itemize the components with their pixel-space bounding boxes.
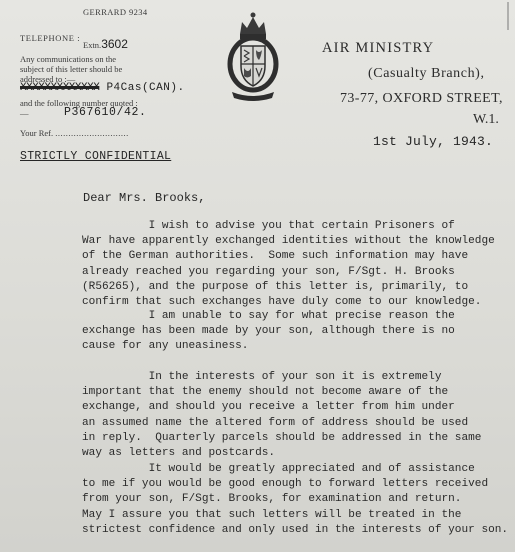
your-ref-line [20,128,129,138]
body-paragraph-3: In the interests of your son it is extremely important that the enemy should not become aware of the exchange, and should you receive a letter from him under an assumed name the altered form of address should be used in reply. Quarterly parcels should be addressed in the same way as letters and postcards. [82,371,482,460]
address-code: P4Cas(CAN). [106,82,185,94]
letter-date: 1st July, 1943. [373,134,494,149]
body-paragraph-4: It would be greatly appreciated and of assistance to me if you would be good enough to forward letters received from your son, F/Sgt. Brooks, for examination and return. May I assure you that such letters will be treated in the strictest confidence and only used in the interests of your son. [82,463,509,536]
salutation: Dear Mrs. Brooks, [83,191,206,205]
page-edge-mark [507,2,509,30]
body-paragraph-2: I am unable to say for what precise reason the exchange has been made by your son, although there is no cause for any uneasiness. [82,310,455,353]
telephone-label: TELEPHONE : [20,33,81,43]
your-ref-dots: ............................ [55,128,129,138]
extension-number: 3602 [101,37,128,51]
sender-district: W.1. [473,112,499,127]
following-number-note: and the following number quoted :— [20,98,138,118]
classification-heading: STRICTLY CONFIDENTIAL [20,150,172,163]
telephone-exchange: GERRARD 9234 [83,7,148,17]
sender-branch: (Casualty Branch), [368,66,485,81]
reference-number: P367610/42. [64,106,147,119]
sender-organisation: AIR MINISTRY [322,40,435,56]
royal-crest-emblem [224,8,282,104]
address-code-line [20,82,185,94]
communications-note: Any communications on the subject of this letter should be addressed to :— [20,54,123,84]
your-ref-label: Your Ref. [20,128,54,138]
sender-street: 73-77, OXFORD STREET, [340,91,503,106]
body-paragraph-1: I wish to advise you that certain Prisoners of War have apparently exchanged identities without the knowledge of the German authorities. Some such information may have already reached you regarding your son, F/Sgt. H. Brooks (R56265), and the purpose of this letter is, primarily, to confirm that such exchanges have duly come to our knowledge. [82,220,495,309]
extension-label: Extn. [83,40,102,50]
struck-address-code: XXXXXXXXXXXXX [20,82,100,94]
extension-line [83,39,128,50]
